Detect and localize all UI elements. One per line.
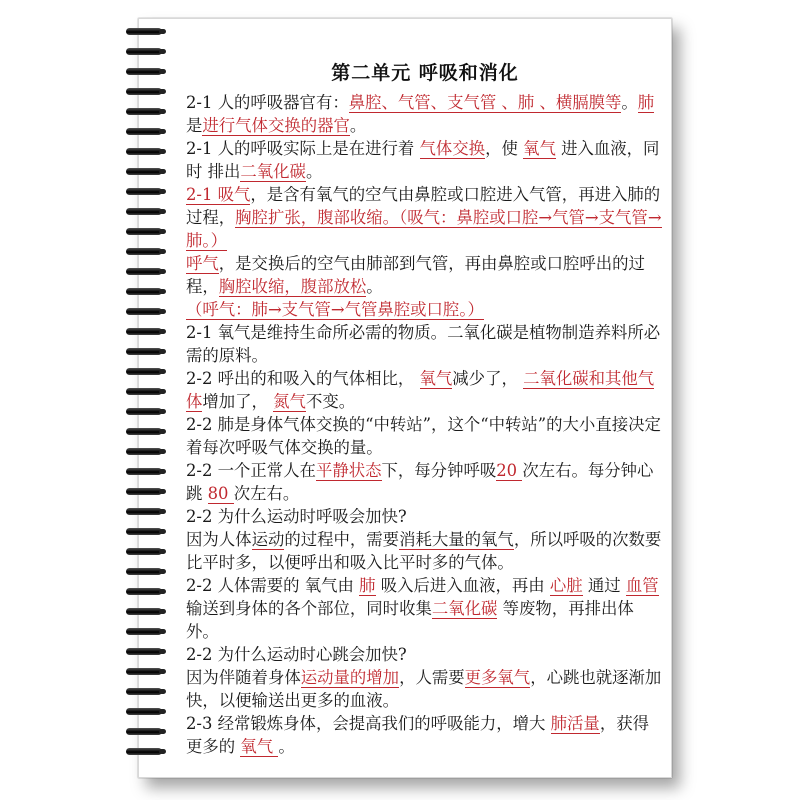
spiral-ring <box>126 548 162 555</box>
note-text: 通过 <box>582 576 626 595</box>
note-paragraph <box>186 413 664 459</box>
note-text: 的过程中，需要 <box>284 530 400 549</box>
spiral-ring <box>126 228 162 235</box>
note-paragraph <box>186 91 664 137</box>
spiral-binding <box>126 28 166 768</box>
answer-text: 进行气体交换的器官 <box>202 116 350 135</box>
answer-text: 2-1 吸气 <box>186 185 251 204</box>
answer-text: 氮气 <box>273 392 306 411</box>
underlined-text: 消耗大量的氧气 <box>399 530 514 549</box>
page-content <box>186 58 664 758</box>
note-text: 2-2 为什么运动时心跳会加快? <box>186 645 407 664</box>
note-text: ，心跳也就逐渐加快，以便输送出更多的血液。 <box>186 668 662 710</box>
answer-text: 二氧化碳 <box>431 599 498 618</box>
note-text: 2-2 肺是身体气体交换的“中转站”，这个“中转站”的大小直接决定着每次呼吸气体交换的量。 <box>186 415 661 457</box>
note-text: 。 <box>305 162 323 181</box>
spiral-ring <box>126 28 162 35</box>
answer-text: 氧气 <box>419 369 453 388</box>
note-text: 是 <box>186 116 203 135</box>
note-text: ，人需要 <box>399 668 465 687</box>
spiral-ring <box>126 748 162 755</box>
spiral-ring <box>126 728 162 735</box>
spiral-ring <box>126 108 162 115</box>
spiral-ring <box>126 668 162 675</box>
note-text: ，是含有氧气的空气由鼻腔或口腔进入气管，再进入肺的过程， <box>186 185 661 227</box>
note-text: ，是交换后的空气由肺部到气管，再由鼻腔或口腔呼出的过程， <box>186 254 645 296</box>
answer-text: 肺活量 <box>550 714 600 733</box>
spiral-ring <box>126 428 162 435</box>
note-text: 2-3 经常锻炼身体，会提高我们的呼吸能力，增大 <box>186 714 551 733</box>
note-text: 2-1 人的呼吸器官有： <box>186 93 349 112</box>
note-paragraph <box>186 574 664 643</box>
answer-text: 气体交换 <box>419 139 486 158</box>
underlined-text: 运动 <box>251 530 285 549</box>
note-text: 。 <box>366 277 383 296</box>
answer-text: 呼气 <box>186 254 219 273</box>
spiral-ring <box>126 468 162 475</box>
spiral-ring <box>126 188 162 195</box>
spiral-ring <box>126 688 162 695</box>
note-text: ，获得更多的 <box>186 714 649 756</box>
answer-text: 血管 <box>625 576 659 595</box>
answer-text: 更多氧气 <box>464 668 531 687</box>
note-text: 。 <box>349 116 367 135</box>
note-paragraph <box>186 712 664 758</box>
note-text: 2-2 一个正常人在 <box>186 461 316 480</box>
answer-text: 鼻腔、气管、支气管 、肺 、横膈膜等 <box>348 93 622 112</box>
spiral-ring <box>126 408 162 415</box>
note-text: 增加了， <box>202 392 274 411</box>
answer-text: 肺 <box>359 576 376 595</box>
spiral-ring <box>126 448 162 455</box>
answer-text: （呼气：肺→支气管→气管鼻腔或口腔。） <box>186 300 484 319</box>
spiral-ring <box>126 248 162 255</box>
spiral-ring <box>126 368 162 375</box>
spiral-ring <box>126 288 162 295</box>
note-paragraph <box>186 459 664 505</box>
note-text: 次左右。 <box>233 484 300 503</box>
spiral-ring <box>126 48 162 55</box>
answer-text: 胸腔扩张，腹部收缩。（吸气：鼻腔或口腔→气管→支气管→肺。） <box>186 208 662 250</box>
spiral-ring <box>126 508 162 515</box>
note-text: 因为伴随着身体 <box>186 668 301 687</box>
answer-text: 80 <box>207 484 234 503</box>
note-text: 次左右。每分钟心跳 <box>186 461 654 503</box>
note-paragraph <box>186 137 664 183</box>
note-text: 输送到身体的各个部位，同时收集 <box>186 599 432 618</box>
note-paragraph <box>186 367 664 413</box>
note-paragraph <box>186 252 664 298</box>
note-paragraph <box>186 643 664 666</box>
spiral-ring <box>126 648 162 655</box>
spiral-ring <box>126 348 162 355</box>
note-text: 因为人体 <box>186 530 252 549</box>
spiral-ring <box>126 88 162 95</box>
note-text: 减少了， <box>452 369 524 388</box>
spiral-ring <box>126 328 162 335</box>
note-text: 不变。 <box>305 392 356 411</box>
spiral-ring <box>126 268 162 275</box>
spiral-ring <box>126 568 162 575</box>
note-paragraph <box>186 298 664 321</box>
spiral-ring <box>126 208 162 215</box>
spiral-ring <box>126 168 162 175</box>
note-paragraph <box>186 528 664 574</box>
spiral-ring <box>126 608 162 615</box>
page-title: 第二单元 呼吸和消化 <box>331 62 519 84</box>
note-text: 2-1 人的呼吸实际上是在进行着 <box>186 139 420 158</box>
note-text: ，使 <box>485 139 524 158</box>
note-text: 进入血液，同时 排出 <box>186 139 660 181</box>
note-text: 2-2 人体需要的 氧气由 <box>186 576 360 595</box>
note-paragraph <box>186 666 664 712</box>
spiral-ring <box>126 128 162 135</box>
answer-text: 平静状态 <box>315 461 382 480</box>
note-text: ，所以呼吸的次数要比平时多，以便呼出和吸入比平时多的气体。 <box>186 530 662 572</box>
answer-text: 二氧化碳 <box>240 162 306 181</box>
note-text: 2-2 呼出的和吸入的气体相比， <box>186 369 420 388</box>
spiral-ring <box>126 528 162 535</box>
note-text: 等废物，再排出体外。 <box>186 599 634 641</box>
note-text: 2-2 为什么运动时呼吸会加快? <box>186 507 407 526</box>
spiral-ring <box>126 588 162 595</box>
answer-text: 氧气 <box>240 737 279 756</box>
spiral-ring <box>126 148 162 155</box>
note-text: 下，每分钟呼吸 <box>381 461 497 480</box>
answer-text: 20 <box>496 461 523 480</box>
note-paragraph <box>186 321 664 367</box>
note-paragraph <box>186 505 664 528</box>
answer-text: 二氧化碳和其他气体 <box>186 369 655 411</box>
spiral-ring <box>126 628 162 635</box>
notes-body <box>186 91 664 758</box>
answer-text: 肺 <box>637 93 655 112</box>
note-text: 。 <box>621 93 638 112</box>
answer-text: 氧气 <box>523 139 556 158</box>
note-text: 。 <box>278 737 295 756</box>
note-paragraph <box>186 183 664 252</box>
answer-text: 胸腔收缩，腹部放松 <box>218 277 367 296</box>
note-text: 2-1 氧气是维持生命所必需的物质。二氧化碳是植物制造养料所必需的原料。 <box>186 323 661 365</box>
spiral-ring <box>126 388 162 395</box>
spiral-ring <box>126 488 162 495</box>
spiral-ring <box>126 68 162 75</box>
spiral-ring <box>126 708 162 715</box>
answer-text: 心脏 <box>549 576 583 595</box>
answer-text: 运动量的增加 <box>300 668 400 687</box>
note-text: 吸入后进入血液，再由 <box>375 576 550 595</box>
spiral-ring <box>126 308 162 315</box>
